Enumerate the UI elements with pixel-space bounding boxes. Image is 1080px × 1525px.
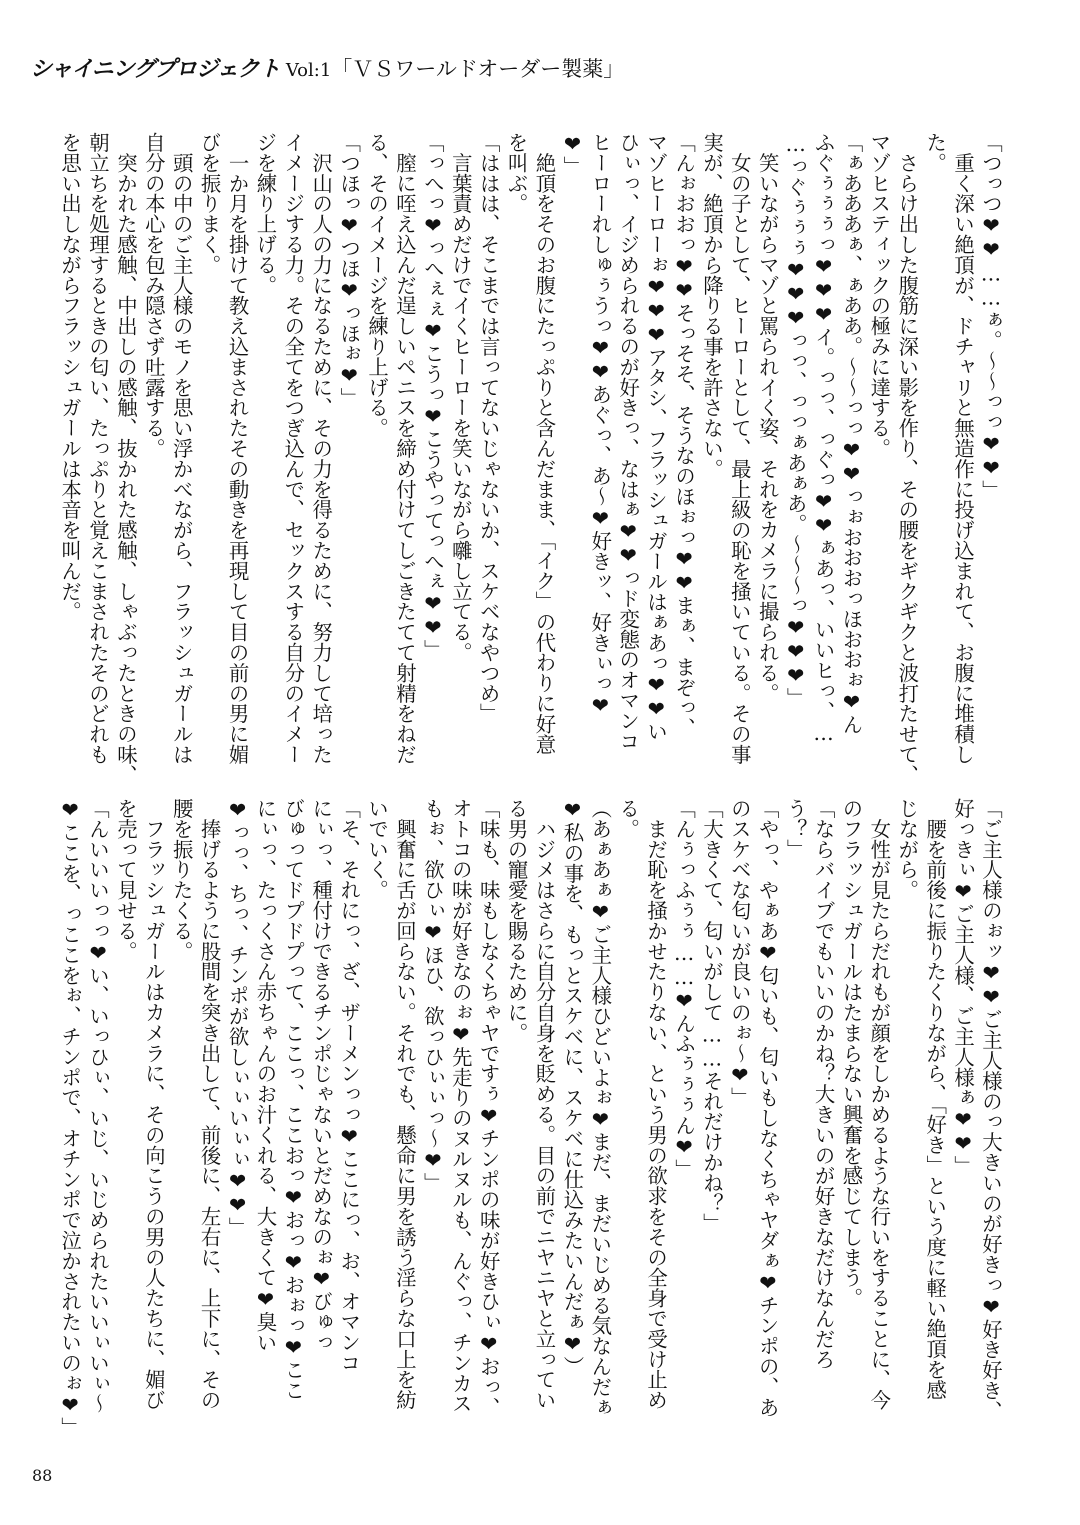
- text-column: を叫ぶ。: [504, 132, 529, 214]
- text-column: う？」: [783, 798, 808, 860]
- text-column: イメージする力。その全てをつぎ込んで、セックスする自分のイメー: [281, 132, 306, 765]
- text-column: 「んぅっふぅぅ……❤んふぅぅぅん❤」: [672, 798, 697, 1180]
- text-column: びを振りまく。: [197, 132, 222, 275]
- text-column: 頭の中のご主人様のモノを思い浮かべながら、フラッシュガールは: [169, 132, 194, 765]
- text-column: 捧げるように股間を突き出して、前後に、左右に、上下に、その: [197, 798, 222, 1410]
- text-column: オトコの味が好きなのぉ❤先走りのヌルヌルも、んぐっ、チンカス: [448, 798, 473, 1414]
- text-column: 「んぉおおっ❤❤そっそそ、そうなのほぉっ❤❤まぁ、まぞっ、: [672, 132, 697, 738]
- text-column: 絶頂をそのお腹にたっぷりと含んだまま、「イク」の代わりに好意: [532, 132, 557, 755]
- text-column: 沢山の人の力になるために、その力を得るために、努力して培った: [309, 132, 334, 765]
- text-column: 好っきぃ❤ご主人様、ご主人様ぁ❤❤」: [951, 798, 976, 1176]
- text-column: 女の子として、ヒーローとして、最上級の恥を掻いている。その事: [727, 132, 752, 765]
- text-column: びゅってドプドプって、ここっ、ここおっ❤おっ❤おぉっ❤ここ: [281, 798, 306, 1401]
- text-column: （あぁあぁ❤ご主人様ひどいよぉ❤まだ、まだいじめる気なんだぁ: [588, 798, 613, 1418]
- text-column: 腰を振りたくる。: [169, 798, 194, 962]
- text-column: まだ恥を掻かせたりない、という男の欲求をその全身で受け止め: [644, 798, 669, 1410]
- text-column: ひぃっ、イジめられるのが好きっ、なはぁ❤❤っド変態のオマンコ: [616, 132, 641, 752]
- text-column: ❤私の事を、もっとスケベに、スケベに仕込みたいんだぁ❤）: [560, 798, 585, 1377]
- text-column: にぃっ、たっくさん赤ちゃんのお汁くれる、大きくて❤臭い: [253, 798, 278, 1353]
- text-column: 重く深い絶頂が、ドチャリと無造作に投げ込まれて、お腹に堆積し: [951, 132, 976, 765]
- text-column: のスケベな匂いが良いのぉ〜❤」: [727, 798, 752, 1108]
- text-column: にぃっ、種付けできるチンポじゃないとだめなのぉ❤びゅっ: [309, 798, 334, 1353]
- text-column: 「っへっ❤っへぇぇ❤こうっ❤こうやってっへぇ❤❤」: [420, 132, 445, 660]
- text-column: 「んいいいっっ❤い、いっひぃ、いじ、いじめられたいいぃいぃ〜: [86, 798, 110, 1414]
- chapter-subtitle: 「ＶＳワールドオーダー製薬」: [331, 57, 625, 81]
- text-column: 膣に咥え込んだ逞しいペニスを締め付けてしごきたてて射精をねだ: [392, 132, 417, 765]
- text-column: 自分の本心を包み隠さず吐露する。: [141, 132, 166, 459]
- text-column: …っぐぅぅぅ❤❤❤っっ、っっぁあぁあ。〜〜〜っ❤❤❤」: [783, 132, 808, 708]
- text-column: 「やっ、やぁあ❤匂いも、匂いもしなくちゃヤダぁ❤チンポの、あ: [755, 798, 780, 1418]
- text-column: る、そのイメージを練り上げる。: [365, 132, 390, 438]
- text-column: フラッシュガールはカメラに、その向こうの男の人たちに、媚び: [141, 798, 166, 1410]
- text-column: を売って見せる。: [113, 798, 138, 962]
- text-column: ハジメはさらに自分自身を貶める。目の前でニヤニヤと立ってい: [532, 798, 557, 1410]
- text-column: る男の寵愛を賜るために。: [504, 798, 529, 1043]
- text-block-top: [55, 132, 1004, 785]
- text-column: 突かれた感触、中出しの感触、抜かれた感触、しゃぶったときの味、: [113, 132, 138, 785]
- text-column: じながら。: [895, 798, 920, 900]
- text-column: 「味も、味もしなくちゃヤですぅ❤チンポの味が好きひぃ❤おっ、: [476, 798, 501, 1418]
- text-column: のフラッシュガールはたまらない興奮を感じてしまう。: [839, 798, 864, 1308]
- volume-label: Vol:1: [285, 60, 332, 81]
- text-column: を思い出しながらフラッシュガールは本音を叫んだ。: [58, 132, 83, 622]
- text-column: た。: [923, 132, 948, 173]
- text-column: 「つっつ❤❤……ぁ。〜〜っっ❤❤」: [979, 132, 1003, 501]
- text-column: ふぐぅぅぅっ❤❤❤イ。っっ、っぐっ❤❤ぁあっ、いいヒっ、…: [811, 132, 836, 746]
- text-column: ❤っっ、ちっ、チンポが欲しぃぃいぃぃ❤❤」: [225, 798, 250, 1238]
- page-number: 88: [32, 1466, 53, 1485]
- text-column: マゾヒスティックの極みに達する。: [867, 132, 892, 459]
- text-column: 「ならバイブでもいいのかね？大きいのが好きなだけなんだろ: [811, 798, 836, 1370]
- running-header: [30, 52, 624, 83]
- text-column: さらけ出した腹筋に深い影を作り、その腰をギクギクと波打たせて、: [895, 132, 920, 785]
- text-column: 腰を前後に振りたくりながら、「好き」という度に軽い絶頂を感: [923, 798, 948, 1400]
- text-column: ジを練り上げる。: [253, 132, 278, 296]
- text-column: 「ははは、そこまでは言ってないじゃないか、スケベなやつめ」: [476, 132, 501, 724]
- text-column: 「大きくて、匂いがして……それだけかね？」: [699, 798, 724, 1234]
- text-column: ヒーローれしゅぅうっ❤❤あぐっ、あ〜❤好きッ、好きぃっ❤: [588, 132, 613, 718]
- text-column: 言葉責めだけでイくヒーローを笑いながら囃し立てる。: [448, 132, 473, 663]
- series-logo: シャイニングプロジェクト: [30, 57, 280, 82]
- text-column: 「そ、それにっ、ざ、ザーメンっっ❤ここにっ、お、オマンコ: [337, 798, 362, 1373]
- text-column: 一か月を掛けて教え込まされたその動きを再現して目の前の男に媚: [225, 132, 250, 765]
- text-column: ❤」: [560, 132, 585, 177]
- text-column: 「ご主人様のぉッ❤❤ご主人様のっ大きいのが好きっ❤好き好き、: [979, 798, 1003, 1421]
- text-column: 実が、絶頂から降りる事を許さない。: [699, 132, 724, 479]
- text-column: 朝立ちを処理するときの匂い、たっぷりと覚えこまされたそのどれも: [86, 132, 110, 765]
- text-column: ❤ここを、っここをぉ、チンポで、オチンポで泣かされたいのぉ❤」: [58, 798, 83, 1438]
- text-column: 「つほっ❤つほ❤っほぉ❤」: [337, 132, 362, 408]
- text-column: いでいく。: [365, 798, 390, 900]
- text-column: マゾヒーローぉ❤❤❤アタシ、フラッシュガールはぁあっ❤❤い: [644, 132, 669, 742]
- text-column: 「ぁあああぁ、ぁああ。〜〜っっ❤❤っぉおおおっほおおぉ❤ん: [839, 132, 864, 735]
- text-column: もぉ、欲ひぃ❤ほひ、欲っひぃぃっ〜❤」: [420, 798, 445, 1193]
- text-column: 興奮に舌が回らない。それでも、懸命に男を誘う淫らな口上を紡: [392, 798, 417, 1410]
- text-block-bottom: [55, 798, 1004, 1438]
- text-column: る。: [616, 798, 641, 839]
- text-column: 笑いながらマゾと罵られイく姿、それをカメラに撮られる。: [755, 132, 780, 704]
- text-column: 女性が見たらだれもが顔をしかめるような行いをすることに、今: [867, 798, 892, 1410]
